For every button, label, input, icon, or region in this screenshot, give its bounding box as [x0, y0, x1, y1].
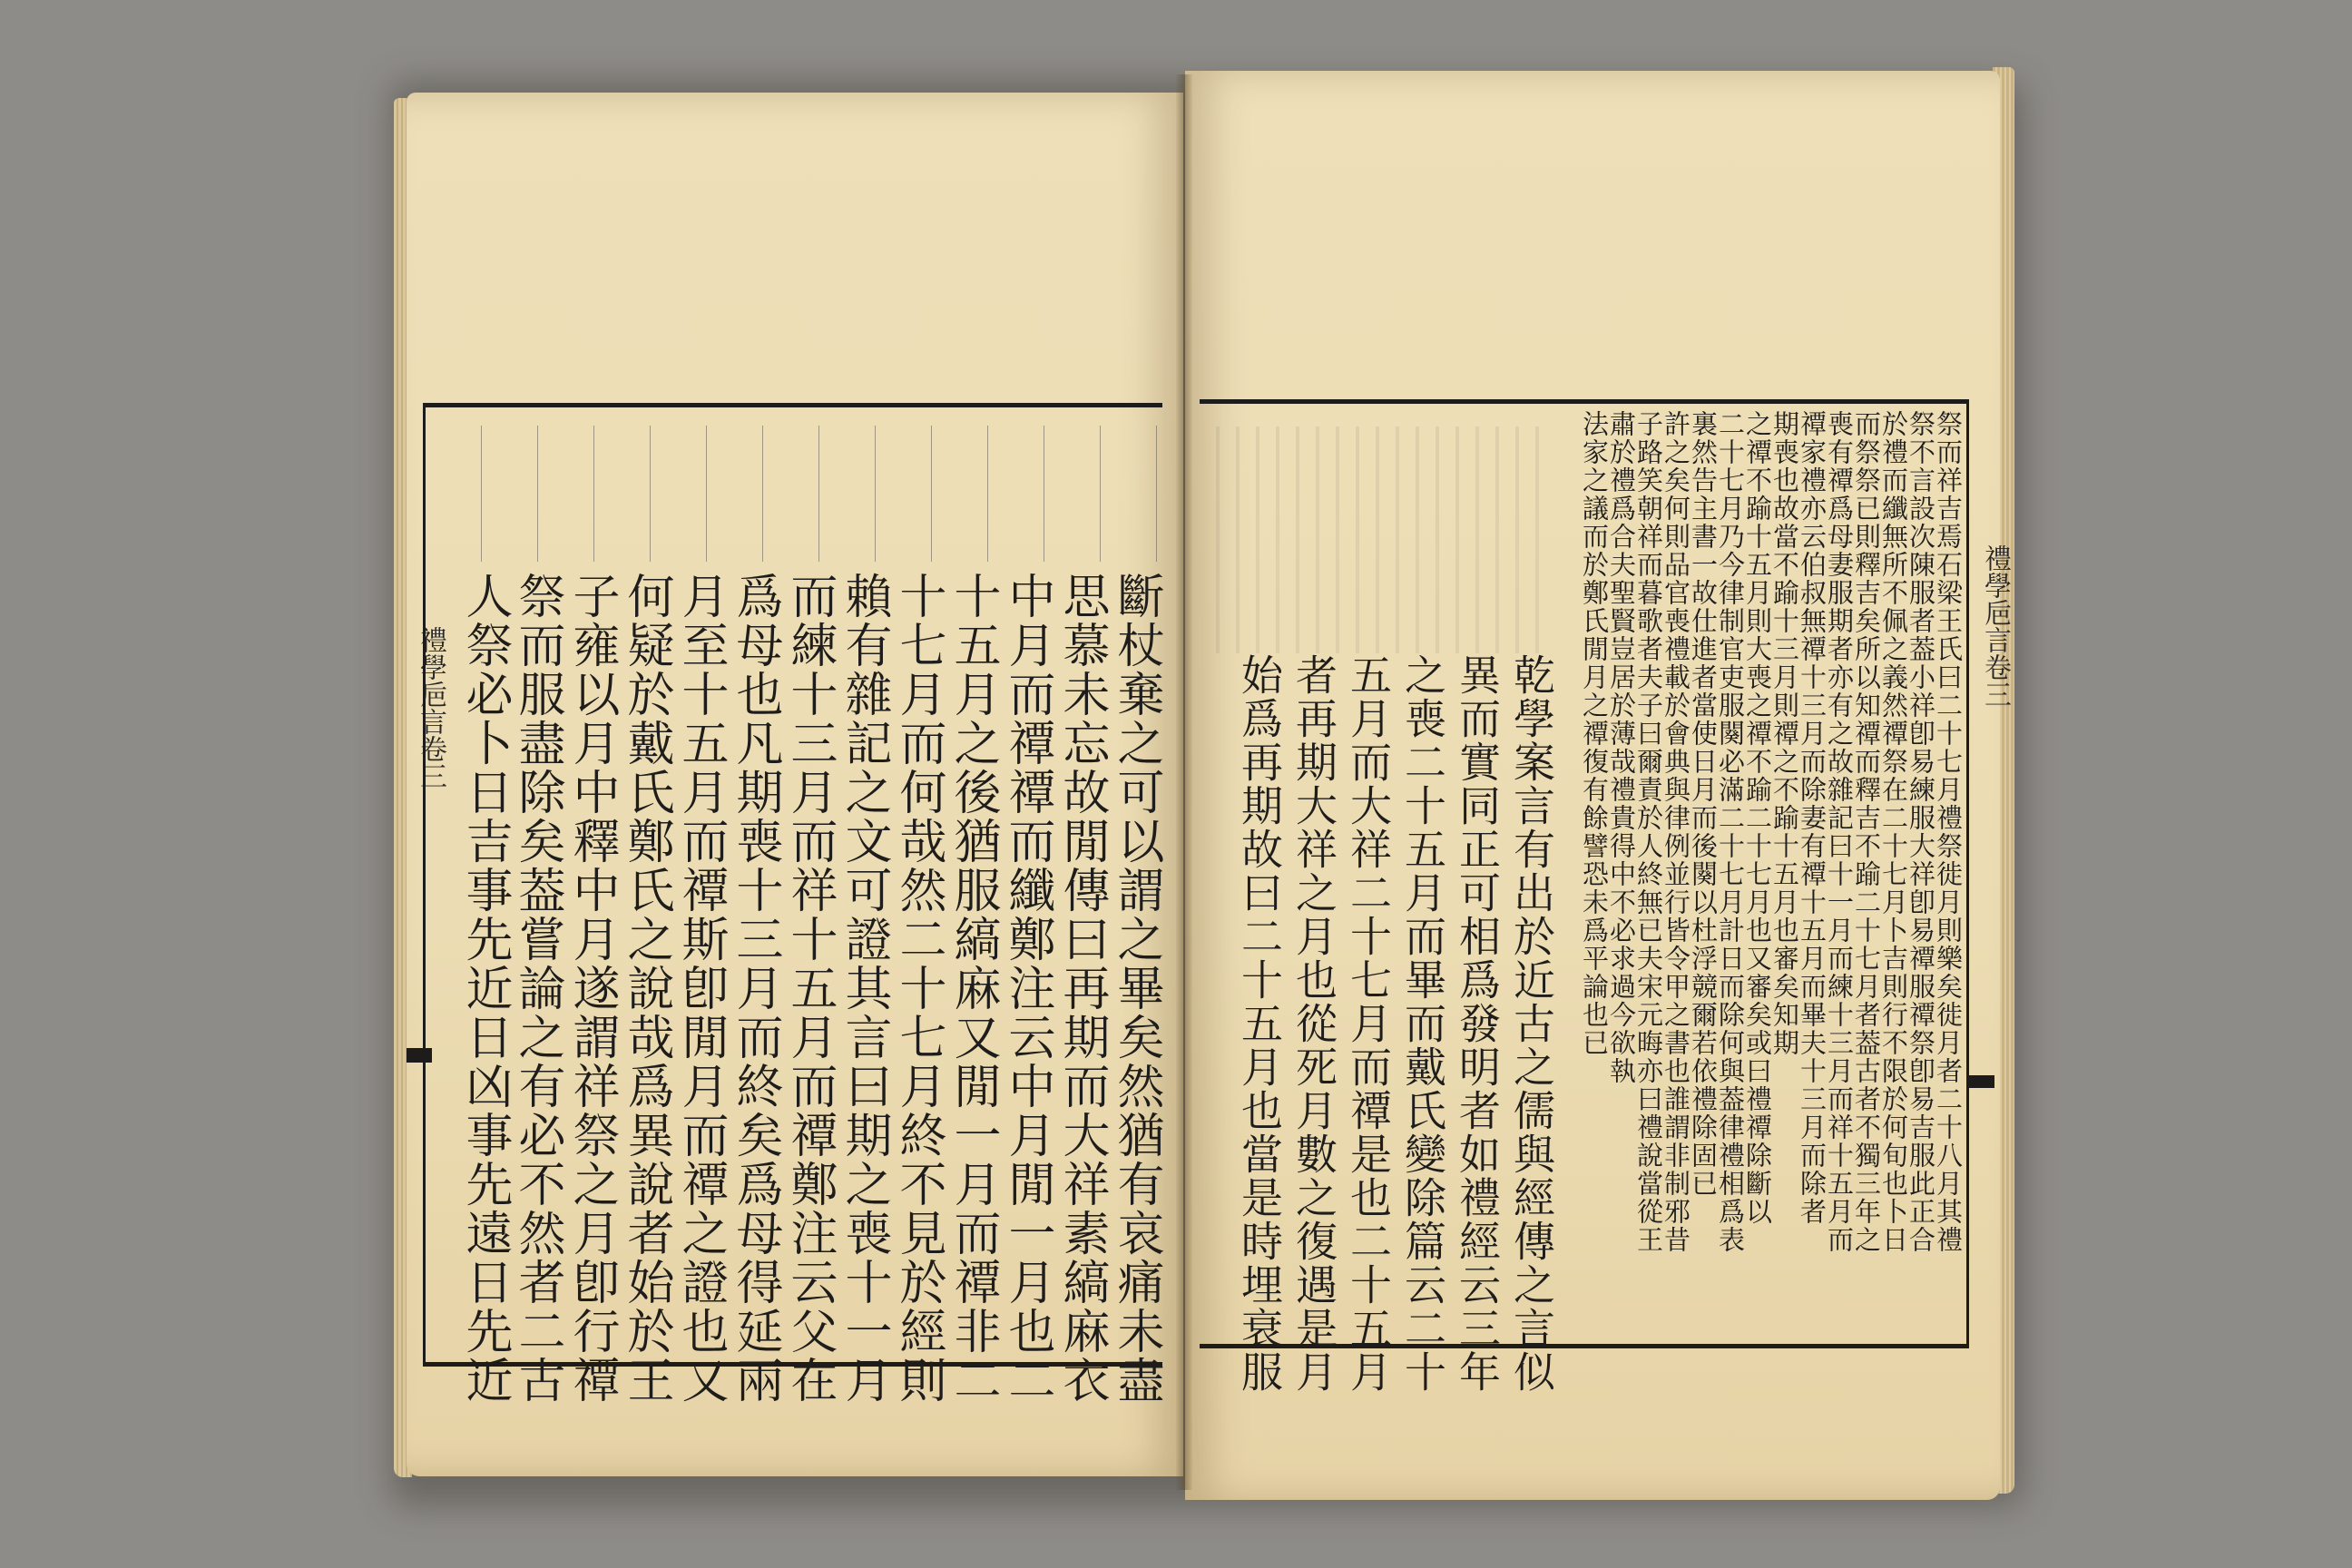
right-small-column-7: 期喪也故當不踰十三月則禫之不踰十五月也審矣知期 [1769, 410, 1800, 1057]
right-column-4: 五月而大祥二十七月而禫是也二十五月 [1344, 653, 1393, 1394]
left-column-9: 月至十五月而禫斯卽閒月而禫之證也又 [673, 572, 728, 1405]
left-column-11: 子雍以月中釋中月遂謂祥祭之月卽行禫 [564, 572, 619, 1405]
right-column-1: 乾學案言有出於近古之儒與經傳之言似 [1507, 653, 1556, 1394]
left-column-10: 何疑於戴氏鄭氏之說哉爲異說者始於王 [619, 572, 673, 1405]
book-gutter [1176, 74, 1192, 1490]
right-column-6: 始爲再期故曰二十五月也當是時埋衰服 [1235, 653, 1284, 1394]
right-small-column-1: 祭而祥吉焉石梁王氏曰二十七月禮祭徙月則樂矣徙月者二十八月其禮 [1933, 410, 1964, 1254]
left-column-3: 中月而禫禫而纖鄭注云中月閒一月也二 [1000, 572, 1054, 1405]
left-margin-title: 禮學巵言卷三 [415, 626, 446, 789]
left-column-8: 爲母也凡期喪十三月而終矣爲母得延兩 [728, 572, 782, 1405]
right-small-column-5: 喪有禫爲母妻服期者亦有之故雜記曰十一月而練十三月而祥十五月而 [1824, 410, 1855, 1254]
right-column-2: 異而實同正可相爲發明者如禮經云三年 [1453, 653, 1502, 1394]
left-column-13: 人祭必卜日吉事先近日凶事先遠日先近 [457, 572, 512, 1405]
right-small-column-12: 子路笑朝祥而暮歌者夫子曰爾責於人終無已夫宋元晦亦曰禮說當從王 [1633, 410, 1664, 1254]
right-small-column-4: 而祭祭已則釋吉矣所以知禫而釋吉不踰二十七月者葢古者不獨三年之 [1851, 410, 1882, 1254]
left-text-block [454, 572, 1163, 1405]
left-column-2: 思慕未忘故閒傳曰再期而大祥素縞麻衣 [1054, 572, 1109, 1405]
right-column-3: 之喪二十五月而畢而戴氏變除篇云二十 [1398, 653, 1447, 1394]
right-small-column-2: 祭不言設次陳服者葢小祥卽易練服大祥卽易禫服禫祭卽易吉服此正合 [1906, 410, 1936, 1254]
right-small-commentary [1553, 410, 1962, 1336]
right-small-column-13: 肅於禮爲合夫聖賢豈居於薄哉禮貴得中不必求過今欲執 [1606, 410, 1637, 1085]
right-fishtail-mark [1967, 1075, 1994, 1088]
right-small-column-6: 禫家禮亦云伯叔無禫十三月而除妻有禫十五月而畢夫十三月而除者 [1797, 410, 1828, 1226]
left-column-5: 十七月而何哉然二十七月終不見於經則 [891, 572, 946, 1405]
right-small-column-10: 裏然告主書一故仕進者當使日月而後闋以杜浮競爾若依禮除固已 [1688, 410, 1719, 1198]
left-column-12: 祭而服盡除矣葢嘗論之有必不然者二古 [510, 572, 564, 1405]
left-column-rules [426, 426, 1162, 562]
right-small-column-9: 二十七月乃今律制官吏服闋必滿二十七月計日而除何與葢律禮相爲表 [1715, 410, 1746, 1254]
right-margin-title: 禮學巵言卷三 [1979, 544, 2011, 708]
left-column-7: 而練十三月而祥十五月而禫鄭注云父在 [782, 572, 837, 1405]
right-column-5: 者再期大祥之月也從死月數之復遇是月 [1289, 653, 1338, 1394]
left-column-1: 斷杖棄之可以謂之畢矣然猶有哀痛未盡 [1109, 572, 1163, 1405]
right-small-column-3: 於禮而纖無所不佩之義然禫祭在二十七月卜吉則行不限於何旬也卜日 [1878, 410, 1909, 1254]
right-main-text [1220, 653, 1556, 1394]
right-small-column-14: 法家之議而於鄭氏閒月之禫復有餘譬恐未爲平論也已 [1579, 410, 1610, 1057]
left-column-4: 十五月之後猶服縞麻又閒一月而禫非二 [946, 572, 1000, 1405]
right-small-column-8: 之禫不踰十五月則大喪之禫不踰二十七月也又審矣或曰禮禫除斷以 [1742, 410, 1773, 1226]
left-column-6: 賴有雜記之文可證其言曰期之喪十一月 [837, 572, 891, 1405]
right-small-column-11: 許之矣何則品官喪禮載於會典與律例並行皆令甲之書也誰謂非制邪昔 [1661, 410, 1691, 1254]
right-bleed-through [1216, 426, 1543, 653]
